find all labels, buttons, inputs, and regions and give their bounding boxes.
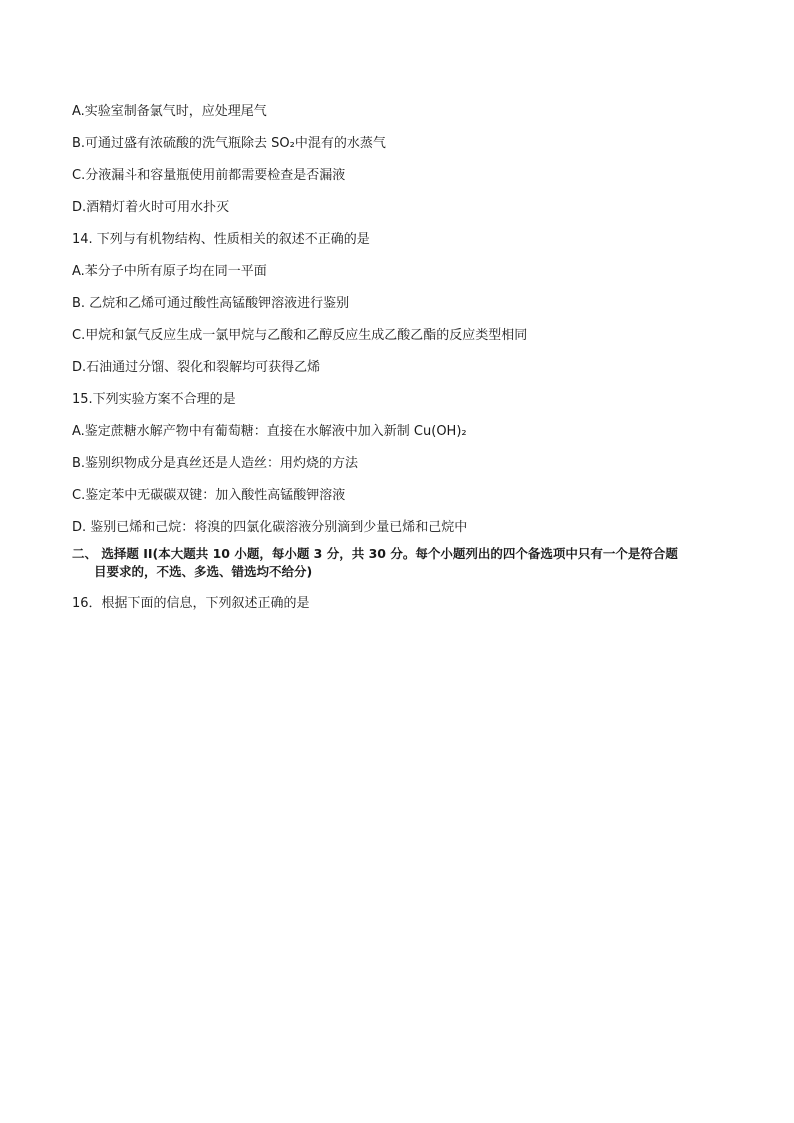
q14-option-b: B. 乙烷和乙烯可通过酸性高锰酸钾溶液进行鉴别 — [72, 296, 350, 311]
section-heading-line1: 二、 选择题 II(本大题共 10 小题，每小题 3 分，共 30 分。每个小题列出的四个备选项中只有一个是符合题 — [72, 546, 678, 561]
q14-stem: 14. 下列与有机物结构、性质相关的叙述不正确的是 — [72, 232, 370, 247]
q15-option-a: A.鉴定蔗糖水解产物中有葡萄糖：直接在水解液中加入新制 Cu(OH)₂ — [72, 424, 467, 439]
q14-option-c: C.甲烷和氯气反应生成一氯甲烷与乙酸和乙醇反应生成乙酸乙酯的反应类型相同 — [72, 328, 528, 343]
q13-option-a: A.实验室制备氯气时，应处理尾气 — [72, 104, 267, 119]
q13-option-b: B.可通过盛有浓硫酸的洗气瓶除去 SO₂中混有的水蒸气 — [72, 136, 386, 151]
q14-option-d: D.石油通过分馏、裂化和裂解均可获得乙烯 — [72, 360, 321, 375]
q15-option-c: C.鉴定苯中无碳碳双键：加入酸性高锰酸钾溶液 — [72, 488, 346, 503]
q15-option-b: B.鉴别织物成分是真丝还是人造丝：用灼烧的方法 — [72, 456, 359, 471]
q13-option-c: C.分液漏斗和容量瓶使用前都需要检查是否漏液 — [72, 168, 346, 183]
q16-stem: 16．根据下面的信息，下列叙述正确的是 — [72, 596, 310, 611]
q13-option-d: D.酒精灯着火时可用水扑灭 — [72, 200, 230, 215]
q15-stem: 15.下列实验方案不合理的是 — [72, 392, 236, 407]
section-heading — [72, 545, 732, 581]
section-heading-line2: 目要求的，不选、多选、错选均不给分) — [94, 564, 313, 579]
q14-option-a: A.苯分子中所有原子均在同一平面 — [72, 264, 267, 279]
q15-option-d: D. 鉴别已烯和己烷：将溴的四氯化碳溶液分别滴到少量已烯和己烷中 — [72, 520, 468, 535]
